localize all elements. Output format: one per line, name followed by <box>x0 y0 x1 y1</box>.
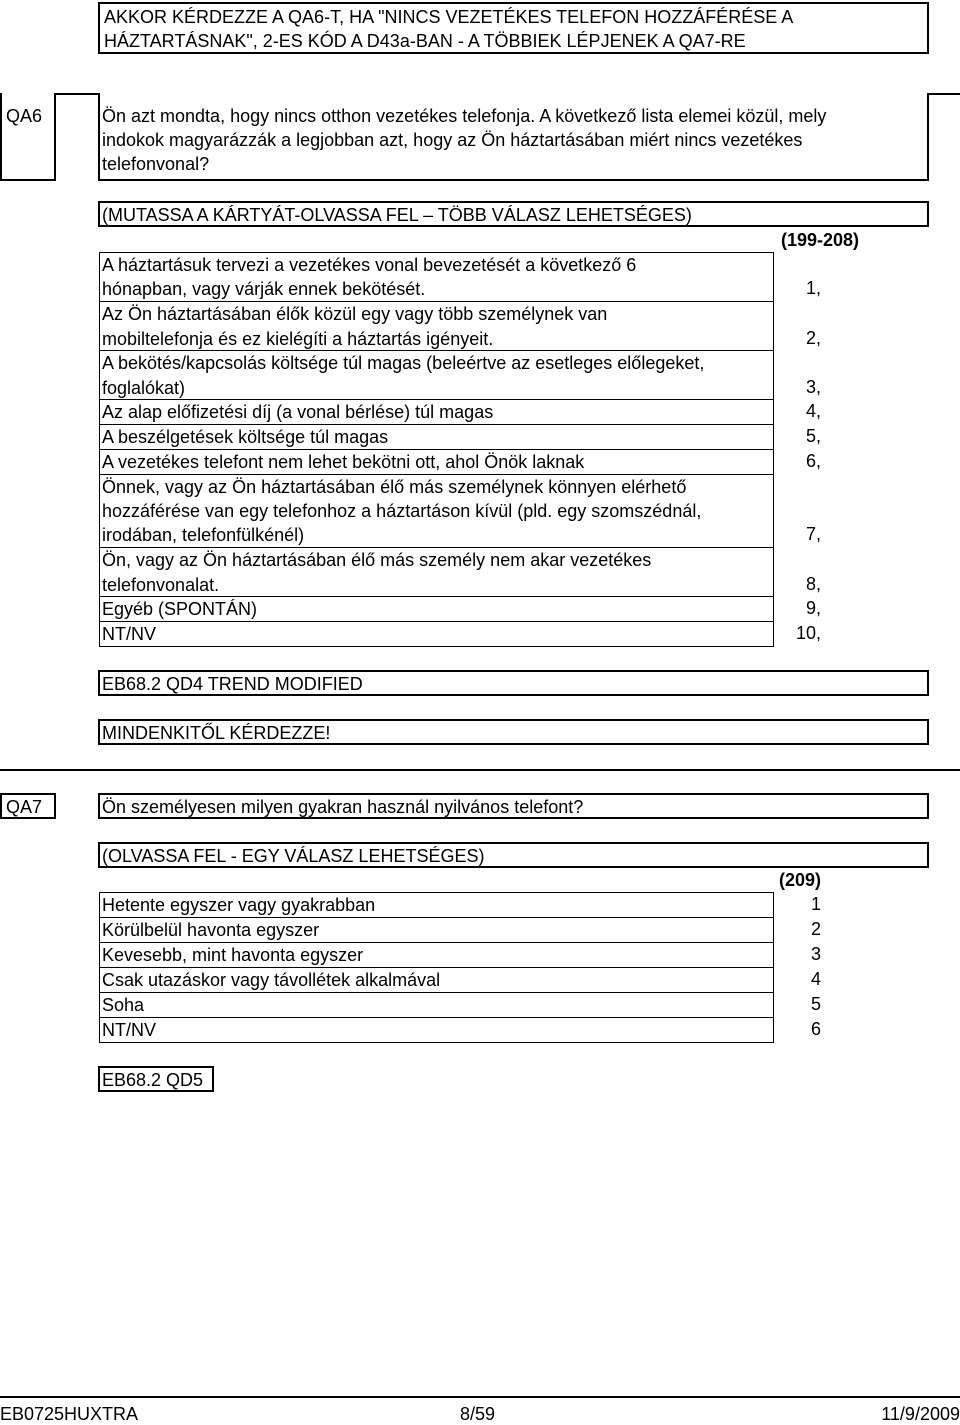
option-qa7-5 <box>99 992 774 1018</box>
option-text: A bekötés/kapcsolás költsége túl magas (beleértve az esetleges előlegeket, <box>102 353 705 373</box>
option-text: Egyéb (SPONTÁN) <box>102 599 258 619</box>
option-text: Soha <box>102 995 145 1015</box>
option-text: Az Ön háztartásában élők közül egy vagy több személynek van <box>102 304 608 324</box>
question-id-label: QA6 <box>6 106 43 126</box>
option-text: Hetente egyszer vagy gyakrabban <box>102 895 376 915</box>
option-text: irodában, telefonfülkénél) <box>102 525 305 545</box>
column-code-qa7: (209) <box>778 870 821 890</box>
option-text: Az alap előfizetési díj (a vonal bérlése) túl magas <box>102 402 494 422</box>
option-code: 5, <box>805 426 821 446</box>
question-id-qa7 <box>0 793 56 819</box>
option-text: Körülbelül havonta egyszer <box>102 920 320 940</box>
option-qa6-10 <box>99 621 774 647</box>
option-qa6-5 <box>99 424 774 450</box>
instruction-text: (OLVASSA FEL - EGY VÁLASZ LEHETSÉGES) <box>102 846 485 866</box>
trend-note-qa7 <box>98 1066 214 1092</box>
option-code: 8, <box>805 574 821 594</box>
option-code: 1, <box>805 278 821 298</box>
instruction-qa6 <box>98 201 929 227</box>
footer-page-number: 8/59 <box>460 1404 496 1424</box>
option-code: 5 <box>810 994 821 1014</box>
option-text: hónapban, vagy várják ennek bekötését. <box>102 279 426 299</box>
banner-line-1: AKKOR KÉRDEZZE A QA6-T, HA "NINCS VEZETÉKES TELEFON HOZZÁFÉRÉSE A <box>104 7 794 27</box>
option-qa7-1 <box>99 892 774 918</box>
option-code: 6, <box>805 451 821 471</box>
footer-divider <box>0 1396 960 1398</box>
question-line-1: Ön személyesen milyen gyakran használ nyilvános telefont? <box>102 797 584 817</box>
option-qa6-1 <box>99 252 774 302</box>
instruction-banner <box>98 2 929 54</box>
option-qa6-6 <box>99 449 774 475</box>
option-text: Önnek, vagy az Ön háztartásában élő más személynek könnyen elérhető <box>102 477 687 497</box>
section-divider <box>0 769 960 771</box>
option-text: hozzáférése van egy telefonhoz a háztartáson kívül (pld. egy szomszédnál, <box>102 501 702 521</box>
option-code: 3, <box>805 377 821 397</box>
option-text: A háztartásuk tervezi a vezetékes vonal bevezetését a következő 6 <box>102 255 637 275</box>
option-code: 10, <box>795 623 821 643</box>
option-code: 4, <box>805 401 821 421</box>
footer-date: 11/9/2009 <box>881 1404 960 1424</box>
question-text-qa7 <box>98 793 929 819</box>
option-qa7-3 <box>99 942 774 968</box>
option-code: 7, <box>805 524 821 544</box>
column-code-qa6: (199-208) <box>780 230 859 250</box>
question-line-2: indokok magyarázzák a legjobban azt, hogy az Ön háztartásában miért nincs vezetékes <box>102 130 803 150</box>
option-text: A vezetékes telefont nem lehet bekötni ott, ahol Önök laknak <box>102 452 585 472</box>
question-line-3: telefonvonal? <box>102 154 210 174</box>
option-qa6-2 <box>99 301 774 351</box>
trend-note-qa6 <box>98 670 929 696</box>
instruction-text: (MUTASSA A KÁRTYÁT-OLVASSA FEL – TÖBB VÁLASZ LEHETSÉGES) <box>102 205 692 225</box>
option-qa7-2 <box>99 917 774 943</box>
option-qa6-3 <box>99 350 774 400</box>
option-code: 9, <box>805 598 821 618</box>
ask-all-note <box>98 719 929 745</box>
option-code: 2, <box>805 328 821 348</box>
question-line-1: Ön azt mondta, hogy nincs otthon vezetékes telefonja. A következő lista elemei közül, mely <box>102 106 827 126</box>
option-text: Ön, vagy az Ön háztartásában élő más személy nem akar vezetékes <box>102 550 652 570</box>
option-qa6-7 <box>99 474 774 548</box>
option-text: NT/NV <box>102 1020 156 1040</box>
option-text: mobiltelefonja és ez kielégíti a háztartás igényeit. <box>102 329 494 349</box>
option-qa6-9 <box>99 596 774 622</box>
option-text: A beszélgetések költsége túl magas <box>102 427 389 447</box>
option-qa6-4 <box>99 399 774 425</box>
option-text: foglalókat) <box>102 378 186 398</box>
option-text: Kevesebb, mint havonta egyszer <box>102 945 364 965</box>
option-code: 2 <box>810 919 821 939</box>
option-code: 1 <box>810 894 821 914</box>
trend-note-text: EB68.2 QD4 TREND MODIFIED <box>102 674 363 694</box>
option-text: telefonvonalat. <box>102 575 220 595</box>
banner-line-2: HÁZTARTÁSNAK", 2-ES KÓD A D43a-BAN - A TÖBBIEK LÉPJENEK A QA7-RE <box>104 31 746 51</box>
option-code: 6 <box>810 1019 821 1039</box>
option-qa6-8 <box>99 547 774 597</box>
option-text: Csak utazáskor vagy távollétek alkalmával <box>102 970 441 990</box>
question-id-qa6 <box>0 93 56 181</box>
option-code: 3 <box>810 944 821 964</box>
instruction-qa7 <box>98 842 929 868</box>
option-qa7-4 <box>99 967 774 993</box>
trend-note-text: EB68.2 QD5 <box>102 1070 204 1090</box>
option-code: 4 <box>810 969 821 989</box>
question-text-qa6 <box>98 93 929 181</box>
ask-all-text: MINDENKITŐL KÉRDEZZE! <box>102 723 331 743</box>
option-text: NT/NV <box>102 624 156 644</box>
option-qa7-6 <box>99 1017 774 1043</box>
question-id-label: QA7 <box>6 797 43 817</box>
footer-doc-id: EB0725HUXTRA <box>0 1404 139 1424</box>
